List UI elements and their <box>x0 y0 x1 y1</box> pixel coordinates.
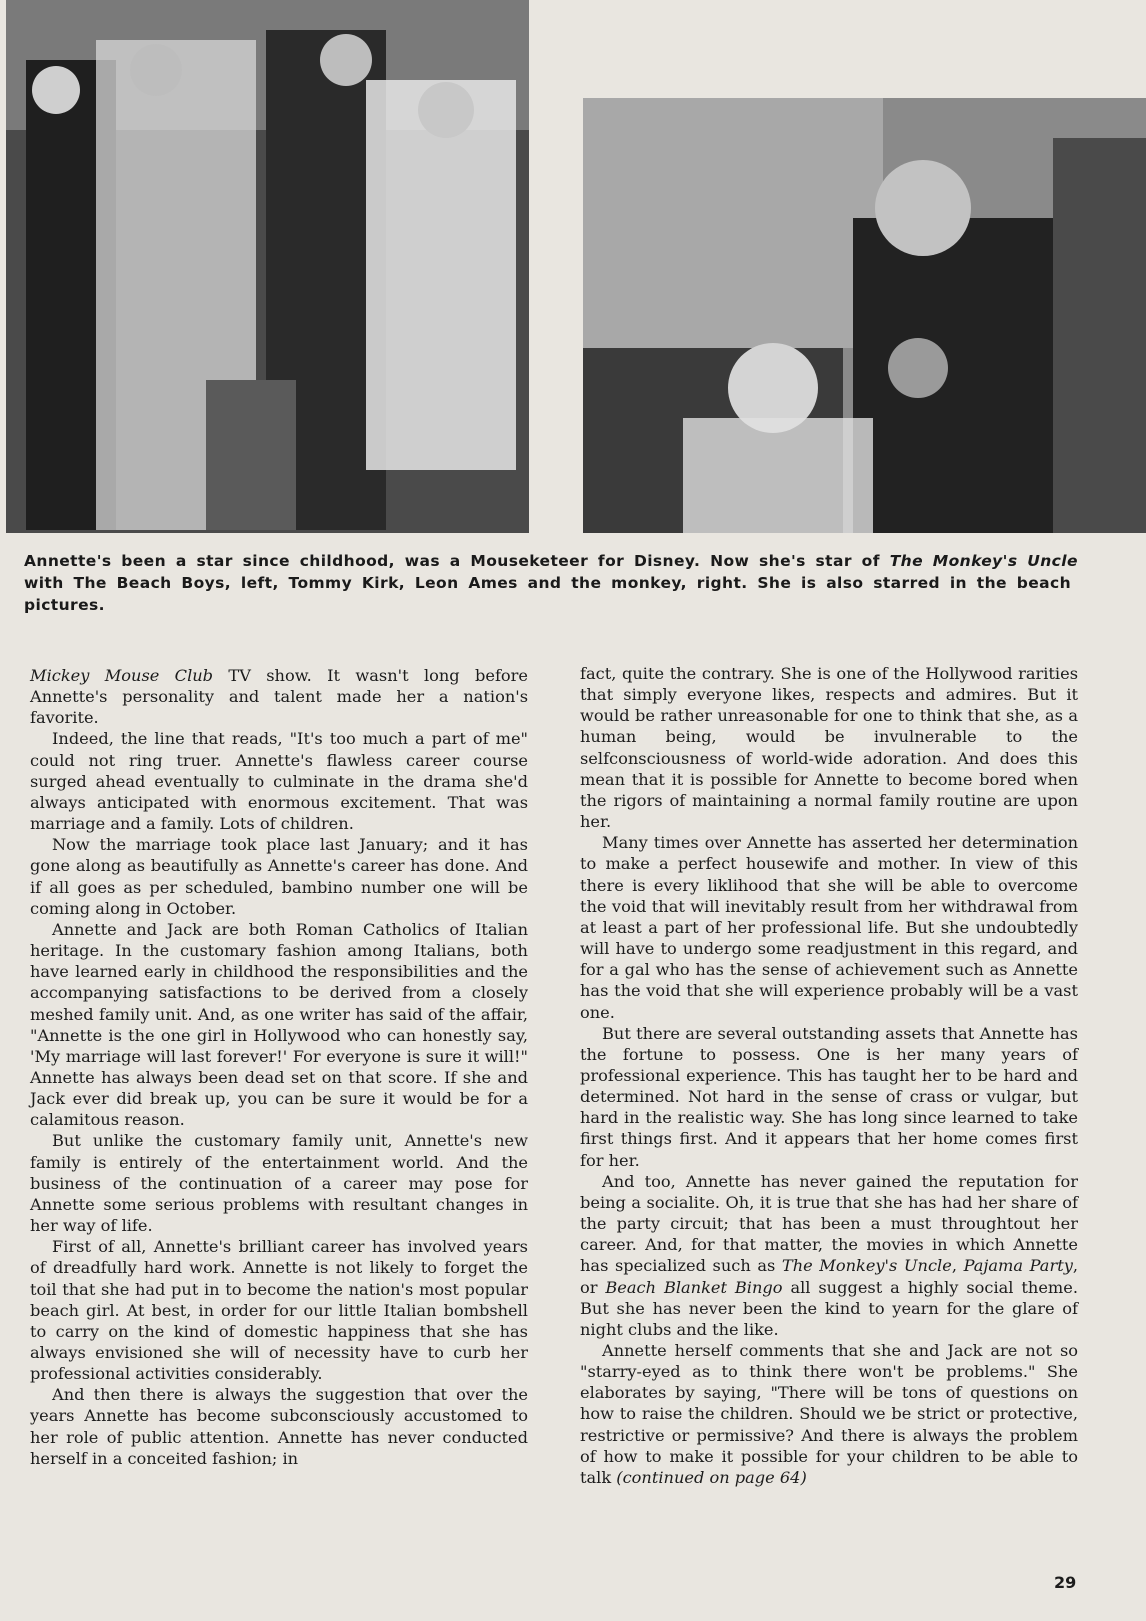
movie-title: Pajama Party <box>963 1256 1073 1276</box>
paragraph: But there are several outstanding assets that Annette has the fortune to possess. One is her many years of professional experience. This has taught her to be hard and determined. Not hard in the sense of crass or vulgar, but hard in the realistic way. She has long since learned to take first things first. And it appears that her home comes first for her. <box>580 1023 1078 1170</box>
separator: , <box>951 1256 964 1276</box>
paragraph-text: TV show. It wasn't long before Annette's personality and talent made her a nation's favorite. <box>30 666 528 728</box>
paragraph: fact, quite the contrary. She is one of the Hollywood rarities that simply everyone likes, respects and admires. But it would be rather unreasonable for one to think that she, as a human being, would be invulnerable to the selfconsciousness of world-wide adoration. And does this mean that it is possible for Annette to become bored when the rigors of maintaining a normal family routine are upon her. <box>580 664 1078 832</box>
paragraph <box>30 665 528 728</box>
caption-movie-title: The Monkey's Uncle <box>889 552 1078 570</box>
paragraph: And then there is always the suggestion that over the years Annette has become subconsciously accustomed to her role of public attention. Annette has never conducted herself in a conceited fashion; in <box>30 1385 528 1468</box>
separator: , or <box>580 1256 1078 1297</box>
show-title: Mickey Mouse Club <box>30 666 214 685</box>
paragraph: First of all, Annette's brilliant career has involved years of dreadfully hard work. Annette is not likely to forget the toil that she had put in to become the nation's most popular beach girl. At best, in order for our little Italian bombshell to carry on the kind of domestic happiness that she has always envisioned she will of necessity have to curb her professional activities considerably. <box>30 1237 528 1384</box>
photo-caption <box>24 550 1124 616</box>
photo-monkeys-uncle-image <box>583 98 1146 533</box>
paragraph-text: And too, Annette has never gained the reputation for being a socialite. Oh, it is true that she has had her share of the party circuit; that has been a must throughtout her career. And, for that matter, the movies in which Annette has specialized such as <box>580 1171 1078 1276</box>
movie-title: The Monkey's Uncle <box>781 1256 952 1276</box>
page-number: 29 <box>1054 1573 1077 1592</box>
paragraph <box>580 1340 1078 1488</box>
article-column-right <box>580 663 1078 1488</box>
continued-note: (continued on page 64) <box>616 1467 807 1487</box>
paragraph: But unlike the customary family unit, Annette's new family is entirely of the entertainment world. And the business of the continuation of a career may pose for Annette some serious problems with resultant changes in her way of life. <box>30 1131 528 1236</box>
photo-beach-boys <box>6 0 529 533</box>
paragraph: Annette and Jack are both Roman Catholics of Italian heritage. In the customary fashion among Italians, both have learned early in childhood the responsibilities and the accompanying satisfactions to be derived from a closely meshed family unit. And, as one writer has said of the affair, "Annette is the one girl in Hollywood who can honestly say, 'My marriage will last forever!' For everyone is sure it will!" Annette has always been dead set on that score. If she and Jack ever did break up, you can be sure it would be for a calamitous reason. <box>30 919 528 1130</box>
photo-beach-boys-image <box>6 0 529 533</box>
caption-text-2: with The Beach Boys, left, Tommy Kirk, Leon Ames and the monkey, right. She is also starred in the beach pictures. <box>24 574 1072 614</box>
article-column-left <box>30 665 528 1469</box>
photo-monkeys-uncle <box>583 98 1146 533</box>
caption-text-1: Annette's been a star since childhood, was a Mouseketeer for Disney. Now she's star of <box>24 552 890 570</box>
paragraph-text: Annette herself comments that she and Jack are not so "starry-eyed as to think there won't be problems." She elaborates by saying, "There will be tons of questions on how to raise the children. Should we be strict or protective, restrictive or permissive? And there is always the problem of how to make it possible for your children to be able to talk <box>580 1341 1078 1487</box>
paragraph: Indeed, the line that reads, "It's too much a part of me" could not ring truer. Annette's flawless career course surged ahead eventually to culminate in the drama she'd always anticipated with enormous excitement. That was marriage and a family. Lots of children. <box>30 729 528 834</box>
paragraph: Many times over Annette has asserted her determination to make a perfect housewife and mother. In view of this there is every liklihood that she will be able to overcome the void that will inevitably result from her withdrawal from at least a part of her professional life. But she undoubtedly will have to undergo some readjustment in this regard, and for a gal who has the sense of achievement such as Annette has the void that she will experience probably will be a vast one. <box>580 833 1078 1022</box>
paragraph: Now the marriage took place last January; and it has gone along as beautifully as Annette's career has done. And if all goes as per scheduled, bambino number one will be coming along in October. <box>30 835 528 918</box>
paragraph-text: all suggest a highly social theme. But she has never been the kind to yearn for the glare of night clubs and the like. <box>580 1277 1078 1339</box>
paragraph <box>580 1171 1078 1340</box>
movie-title: Beach Blanket Bingo <box>605 1277 783 1297</box>
